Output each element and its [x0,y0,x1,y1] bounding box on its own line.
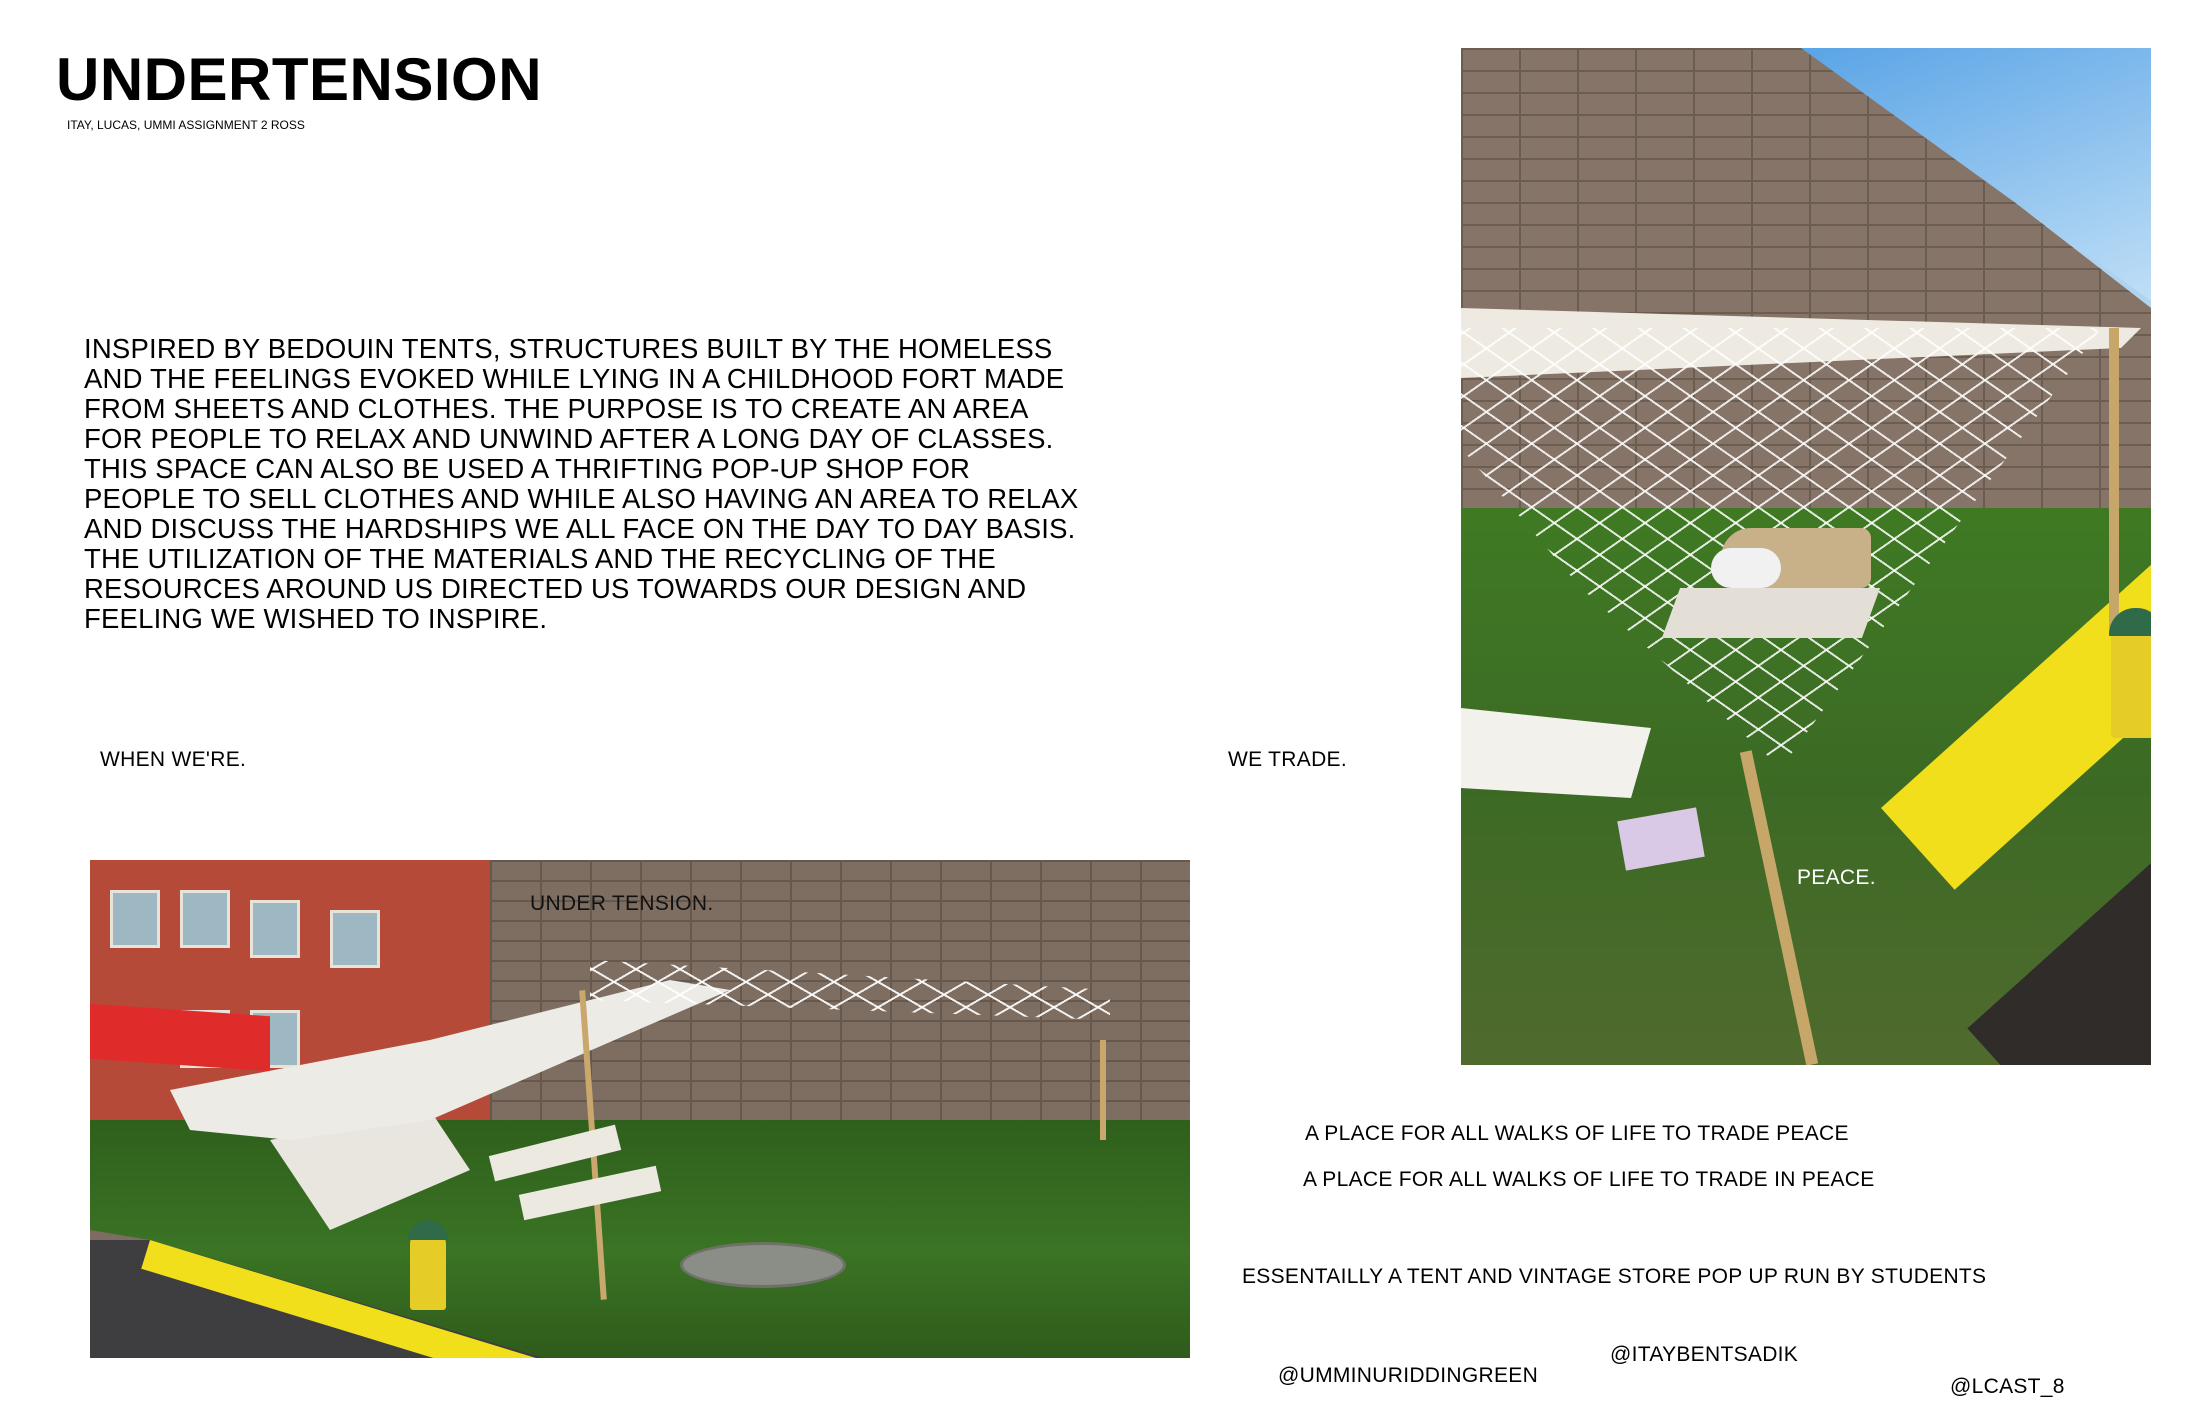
handle-itay: @ITAYBENTSADIK [1610,1343,1799,1366]
tagline-3: ESSENTAILLY A TENT AND VINTAGE STORE POP UP RUN BY STUDENTS [1242,1265,1987,1288]
phrase-when: WHEN WE'RE. [100,748,247,771]
manhole-cover [680,1242,846,1288]
phrase-trade: WE TRADE. [1228,748,1347,771]
phrase-peace: PEACE. [1797,866,1876,889]
wooden-pole [1100,1040,1106,1140]
tagline-1: A PLACE FOR ALL WALKS OF LIFE TO TRADE PEACE [1305,1122,1849,1145]
wooden-post [2109,328,2119,628]
building-window [110,890,160,948]
white-shirt [1711,548,1781,588]
handle-ummi: @UMMINURIDDINGREEN [1278,1364,1539,1387]
fire-hydrant [410,1230,446,1310]
tent-photo-landscape [90,860,1190,1358]
building-window [330,910,380,968]
handle-lucas: @LCAST_8 [1950,1375,2065,1398]
tagline-2: A PLACE FOR ALL WALKS OF LIFE TO TRADE IN PEACE [1303,1168,1875,1191]
tent-photo-portrait [1461,48,2151,1065]
building-window [250,900,300,958]
phrase-under-tension: UNDER TENSION. [530,892,714,915]
cot [1662,588,1880,638]
page-subtitle: ITAY, LUCAS, UMMI ASSIGNMENT 2 ROSS [67,118,305,132]
fire-hydrant [2111,618,2151,738]
building-window [180,890,230,948]
project-description: INSPIRED BY BEDOUIN TENTS, STRUCTURES BUILT BY THE HOMELESS AND THE FEELINGS EVOKED WHILE LYING IN A CHILDHOOD FORT MADE FROM SHEETS AND CLOTHES. THE PURPOSE IS TO CREATE AN AREA FOR PEOPLE TO RELAX AND UNWIND AFTER A LONG DAY OF CLASSES. THIS SPACE CAN ALSO BE USED A THRIFTING POP-UP SHOP FOR PEOPLE TO SELL CLOTHES AND WHILE ALSO HAVING AN AREA TO RELAX AND DISCUSS THE HARDSHIPS WE ALL FACE ON THE DAY TO DAY BASIS. THE UTILIZATION OF THE MATERIALS AND THE RECYCLING OF THE RESOURCES AROUND US DIRECTED US TOWARDS OUR DESIGN AND FEELING WE WISHED TO INSPIRE. [84,333,1079,634]
page-title: UNDERTENSION [56,46,543,113]
